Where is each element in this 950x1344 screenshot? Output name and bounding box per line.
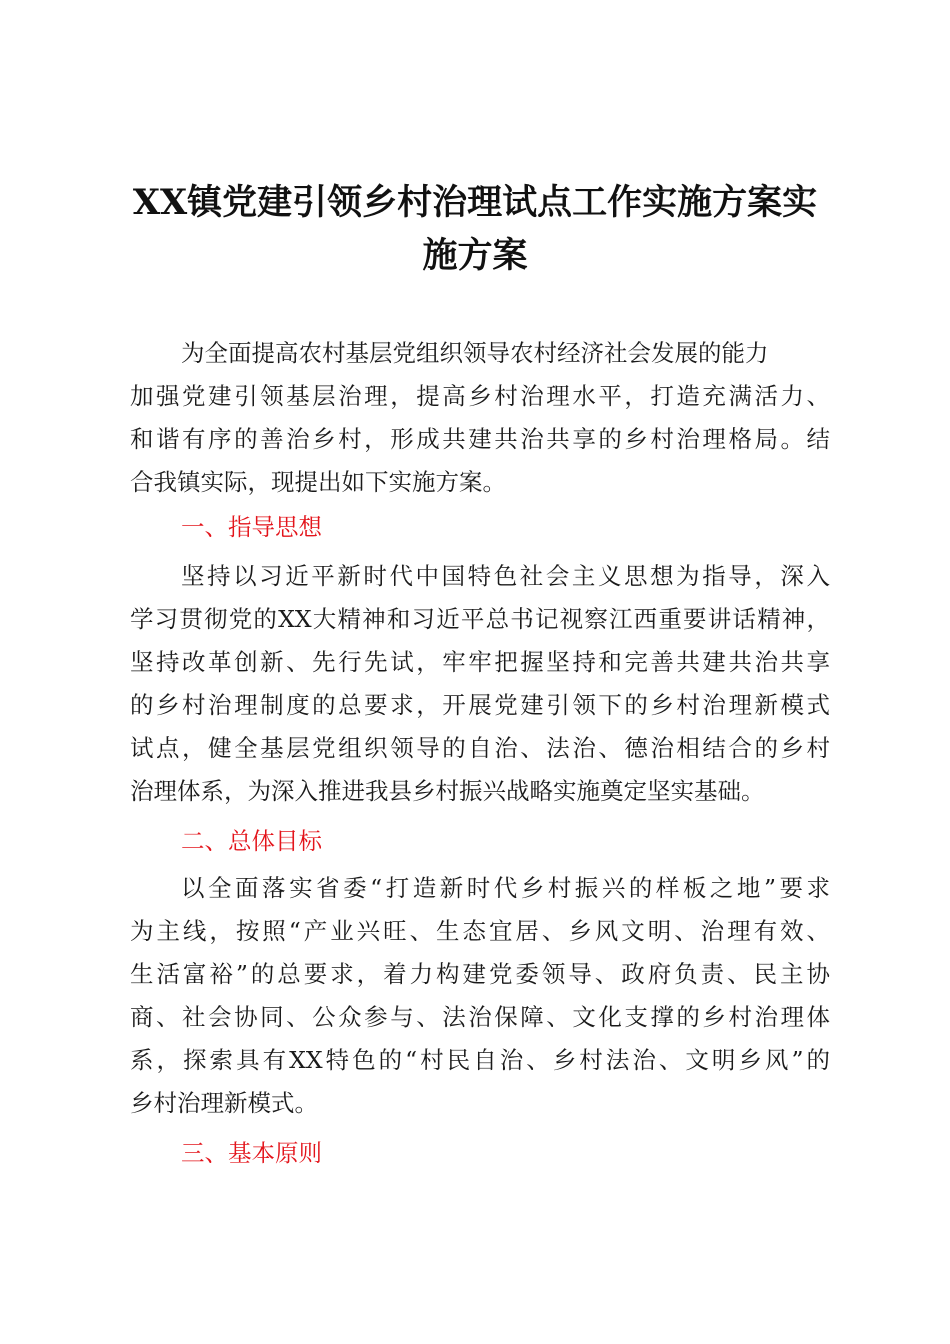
section2-line: 以全面落实省委“打造新时代乡村振兴的样板之地”要求 [181,874,830,902]
section2-line: 商、社会协同、公众参与、法治保障、文化支撑的乡村治理体 [130,1003,830,1031]
intro-line: 合我镇实际，现提出如下实施方案。 [130,468,506,496]
section2-line: 乡村治理新模式。 [130,1089,318,1117]
document-title-line-1: XX镇党建引领乡村治理试点工作实施方案实 [132,182,818,223]
document-title-line-2: 施方案 [422,235,528,276]
section1-line: 学习贯彻党的XX大精神和习近平总书记视察江西重要讲话精神， [130,605,830,633]
section1-line: 的乡村治理制度的总要求，开展党建引领下的乡村治理新模式 [130,691,830,719]
section2-line: 生活富裕”的总要求，着力构建党委领导、政府负责、民主协 [130,960,830,988]
section1-line: 坚持以习近平新时代中国特色社会主义思想为指导，深入 [181,562,830,590]
section-heading-overall-goal: 二、总体目标 [181,827,322,855]
section-heading-guiding-ideology: 一、指导思想 [181,513,322,541]
section1-line: 坚持改革创新、先行先试，牢牢把握坚持和完善共建共治共享 [130,648,830,676]
intro-line: 和谐有序的善治乡村，形成共建共治共享的乡村治理格局。结 [130,425,830,453]
section2-line: 为主线，按照“产业兴旺、生态宜居、乡风文明、治理有效、 [130,917,830,945]
section-heading-basic-principles: 三、基本原则 [181,1139,322,1167]
section2-line: 系，探索具有XX特色的“村民自治、乡村法治、文明乡风”的 [130,1046,830,1074]
section1-line: 试点，健全基层党组织领导的自治、法治、德治相结合的乡村 [130,734,830,762]
section1-line: 治理体系，为深入推进我县乡村振兴战略实施奠定坚实基础。 [130,777,765,805]
intro-line: 加强党建引领基层治理，提高乡村治理水平，打造充满活力、 [130,382,830,410]
intro-line: 为全面提高农村基层党组织领导农村经济社会发展的能力 [181,339,769,367]
